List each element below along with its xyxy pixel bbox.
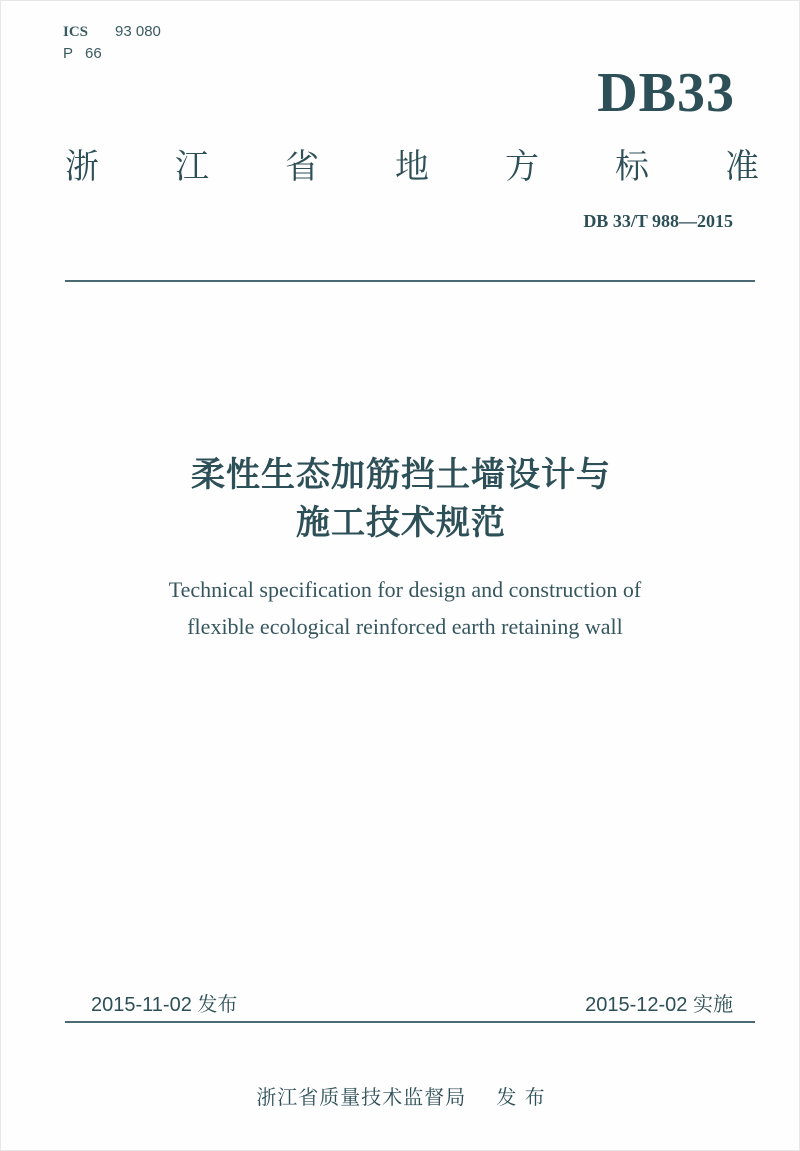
- issue-date: 2015-11-02 发布: [91, 994, 238, 1016]
- bottom-divider: [65, 1021, 755, 1023]
- publisher-action: 发 布: [496, 1085, 546, 1109]
- implement-date: 2015-12-02 实施: [585, 994, 733, 1016]
- publisher-line: [1, 1081, 800, 1110]
- classification-codes: [63, 21, 161, 65]
- p-row: [63, 43, 161, 65]
- standard-number: DB 33/T 988—2015: [583, 211, 733, 231]
- standard-type-char: 标: [615, 147, 649, 187]
- publisher-name: 浙江省质量技术监督局: [256, 1085, 467, 1109]
- title-en-line1: Technical specification for design and construction of: [168, 577, 642, 602]
- title-cn-line1: 柔性生态加筋挡土墙设计与: [191, 455, 611, 495]
- db-code: DB33: [597, 62, 735, 124]
- ics-label: ICS: [63, 24, 89, 40]
- title-cn-line2: 施工技术规范: [296, 503, 506, 543]
- standard-type-char: 省: [285, 147, 319, 187]
- p-label: P: [63, 45, 74, 62]
- standard-type-char: 江: [175, 147, 209, 187]
- standard-type-char: 准: [725, 147, 759, 187]
- standard-type-char: 地: [395, 147, 429, 187]
- standard-type-title: [65, 139, 759, 188]
- p-code: 66: [85, 45, 102, 62]
- standard-type-char: 方: [505, 147, 539, 187]
- ics-row: [63, 21, 161, 43]
- ics-code: 93 080: [115, 23, 161, 40]
- top-divider: [65, 280, 755, 282]
- title-en-line2: flexible ecological reinforced earth retaining wall: [187, 614, 623, 639]
- standard-type-char: 浙: [65, 147, 99, 187]
